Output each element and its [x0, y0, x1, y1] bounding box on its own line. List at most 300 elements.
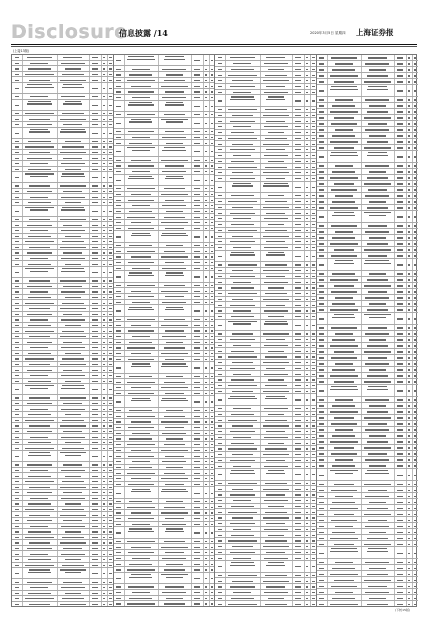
table-cell-text — [368, 225, 387, 226]
table-cell-text — [266, 149, 285, 150]
table-cell-text — [15, 464, 19, 465]
table-cell-text — [194, 444, 200, 445]
table-cell-text — [306, 339, 308, 340]
table-cell-text — [211, 569, 213, 570]
table-cell-text — [128, 393, 154, 394]
table-cell-text — [30, 291, 48, 292]
table-cell-text — [312, 483, 314, 484]
table-cell-text — [103, 146, 105, 147]
table-cell-text — [61, 470, 85, 471]
table-cell-text — [30, 209, 48, 210]
table-cell-text — [264, 247, 288, 248]
table-cell-text — [218, 287, 222, 288]
table-cell-text — [92, 297, 98, 298]
table-cell-text — [414, 417, 416, 418]
table-cell-text — [194, 336, 200, 337]
table-cell-text — [306, 187, 308, 188]
table-cell-text — [218, 305, 222, 306]
table-cell-text — [218, 362, 222, 363]
table-cell-text — [218, 506, 222, 507]
table-cell-text — [319, 147, 323, 148]
table-cell-text — [408, 69, 410, 70]
table-cell-text — [194, 319, 200, 320]
table-cell-text — [129, 410, 152, 411]
table-row — [215, 601, 316, 606]
table-cell-text — [218, 276, 222, 277]
table-cell-text — [266, 99, 285, 100]
table-cell-text — [15, 258, 19, 259]
table-cell-text — [397, 544, 403, 545]
table-cell-text — [28, 476, 51, 477]
table-cell-text — [306, 57, 308, 58]
table-cell-text — [109, 314, 111, 315]
table-cell-text — [164, 541, 186, 542]
table-cell-text — [92, 280, 98, 281]
table-cell-text — [408, 135, 410, 136]
table-cell-text — [109, 133, 111, 134]
table-cell-text — [365, 562, 389, 563]
table-cell-text — [230, 254, 256, 255]
table-cell-text — [116, 256, 120, 257]
table-cell-text — [312, 109, 314, 110]
table-cell-text — [397, 243, 403, 244]
table-cell-text — [408, 465, 410, 466]
table-cell-text — [128, 359, 154, 360]
table-cell-text — [129, 307, 152, 308]
table-cell-text — [312, 270, 314, 271]
table-cell-text — [28, 531, 51, 532]
table-cell-text — [109, 542, 111, 543]
table-cell-text — [218, 339, 222, 340]
table-cell-text — [205, 547, 207, 548]
table-cell-text — [368, 357, 387, 358]
table-cell-text — [414, 357, 416, 358]
table-cell-text — [60, 604, 87, 605]
table-cell-text — [166, 211, 183, 212]
table-cell-text — [92, 336, 98, 337]
table-cell-text — [129, 102, 152, 103]
table-cell-text — [332, 405, 355, 406]
table-cell-text — [25, 241, 53, 242]
table-cell-text — [397, 183, 403, 184]
table-cell-text — [194, 450, 200, 451]
table-cell-text — [116, 131, 120, 132]
table-cell-text — [25, 303, 53, 304]
table-cell-text — [334, 263, 354, 264]
table-cell-text — [414, 264, 416, 265]
table-cell-text — [103, 308, 105, 309]
table-cell-text — [109, 197, 111, 198]
table-cell-text — [306, 316, 308, 317]
table-cell-text — [92, 286, 98, 287]
table-cell-text — [397, 279, 403, 280]
table-cell-text — [218, 161, 222, 162]
table-cell-text — [103, 531, 105, 532]
table-cell-text — [92, 63, 98, 64]
table-cell-text — [128, 552, 154, 553]
table-cell-text — [312, 167, 314, 168]
table-cell-text — [28, 381, 51, 382]
table-cell-text — [109, 319, 111, 320]
table-cell-text — [92, 141, 98, 142]
table-cell-text — [205, 276, 207, 277]
table-cell-text — [62, 173, 84, 174]
table-cell-text — [306, 356, 308, 357]
table-cell-text — [161, 235, 188, 236]
table-cell-text — [60, 80, 87, 81]
table-cell-text — [414, 303, 416, 304]
table-cell-text — [131, 235, 151, 236]
table-cell-text — [306, 552, 308, 553]
table-cell-text — [211, 512, 213, 513]
table-cell-text — [319, 285, 323, 286]
table-cell-text — [312, 149, 314, 150]
table-cell-text — [295, 586, 301, 587]
table-cell-text — [211, 547, 213, 548]
table-cell-text — [295, 144, 301, 145]
table-cell-text — [312, 592, 314, 593]
table-column — [317, 55, 419, 606]
table-cell-text — [306, 362, 308, 363]
table-cell-text — [331, 291, 357, 292]
table-cell-text — [15, 80, 19, 81]
table-cell-text — [15, 272, 19, 273]
table-cell-text — [205, 461, 207, 462]
table-cell-text — [63, 464, 82, 465]
table-cell-text — [335, 473, 353, 474]
table-cell-text — [116, 547, 120, 548]
table-cell-text — [319, 141, 323, 142]
table-cell-text — [312, 558, 314, 559]
table-cell-text — [161, 400, 188, 401]
table-cell-text — [397, 490, 403, 491]
table-cell-text — [319, 423, 323, 424]
table-cell-text — [414, 69, 416, 70]
table-cell-text — [116, 160, 120, 161]
table-cell-text — [61, 258, 85, 259]
table-cell-text — [397, 195, 403, 196]
table-cell-text — [414, 339, 416, 340]
table-cell-text — [414, 532, 416, 533]
table-cell-text — [205, 180, 207, 181]
table-cell-text — [127, 541, 155, 542]
table-cell-text — [162, 592, 186, 593]
table-cell-text — [408, 264, 410, 265]
table-cell-text — [295, 305, 301, 306]
table-cell-text — [194, 69, 200, 70]
newspaper-name: 上海证券报 — [356, 28, 394, 37]
table-cell-text — [295, 598, 301, 599]
table-cell-text — [92, 476, 98, 477]
table-cell-text — [205, 188, 207, 189]
table-cell-text — [205, 427, 207, 428]
table-cell-text — [265, 512, 287, 513]
table-cell-text — [205, 578, 207, 579]
table-cell-text — [109, 124, 111, 125]
table-cell-text — [109, 336, 111, 337]
table-cell-text — [103, 542, 105, 543]
table-cell-text — [295, 207, 301, 208]
table-cell-text — [103, 526, 105, 527]
table-cell-text — [306, 282, 308, 283]
table-cell-text — [232, 581, 252, 582]
table-cell-text — [218, 420, 222, 421]
table-cell-text — [367, 279, 389, 280]
table-row — [215, 251, 316, 263]
table-cell-text — [408, 117, 410, 118]
table-cell-text — [205, 382, 207, 383]
table-cell-text — [263, 115, 290, 116]
fund-disclosure-table — [11, 54, 417, 607]
table-cell-text — [15, 470, 19, 471]
table-cell-text — [397, 502, 403, 503]
table-cell-text — [295, 368, 301, 369]
table-cell-text — [268, 379, 285, 380]
table-cell-text — [61, 587, 85, 588]
table-cell-text — [25, 448, 53, 449]
table-cell-text — [211, 541, 213, 542]
table-cell-text — [162, 461, 186, 462]
table-cell-text — [312, 604, 314, 605]
table-cell-text — [408, 429, 410, 430]
table-cell-text — [205, 69, 207, 70]
table-cell-text — [103, 264, 105, 265]
table-cell-text — [194, 359, 200, 360]
table-cell-text — [103, 314, 105, 315]
table-cell-text — [116, 137, 120, 138]
table-cell-text — [332, 568, 355, 569]
table-cell-text — [205, 262, 207, 263]
table-cell-text — [408, 604, 410, 605]
table-cell-text — [414, 225, 416, 226]
table-cell-text — [408, 111, 410, 112]
table-cell-text — [397, 399, 403, 400]
table-cell-text — [109, 236, 111, 237]
table-cell-text — [319, 580, 323, 581]
table-cell-text — [312, 282, 314, 283]
table-cell-text — [306, 178, 308, 179]
table-cell-text — [263, 454, 290, 455]
table-cell-text — [194, 547, 200, 548]
table-cell-text — [319, 99, 323, 100]
table-cell-text — [312, 236, 314, 237]
table-cell-text — [397, 171, 403, 172]
table-cell-text — [306, 115, 308, 116]
table-cell-text — [367, 89, 389, 90]
table-cell-text — [365, 231, 389, 232]
table-cell-text — [194, 347, 200, 348]
table-row — [12, 172, 113, 183]
table-cell-text — [194, 433, 200, 434]
table-cell-text — [211, 524, 213, 525]
table-cell-text — [295, 218, 301, 219]
table-cell-text — [128, 56, 154, 57]
table-cell-text — [63, 403, 82, 404]
table-cell-text — [205, 236, 207, 237]
table-cell-text — [92, 531, 98, 532]
table-cell-text — [116, 165, 120, 166]
table-cell-text — [92, 448, 98, 449]
table-cell-text — [127, 416, 155, 417]
table-cell-text — [92, 331, 98, 332]
table-cell-text — [205, 393, 207, 394]
table-cell-text — [312, 224, 314, 225]
table-cell-text — [218, 167, 222, 168]
table-cell-text — [233, 282, 251, 283]
table-row — [215, 469, 316, 481]
table-row — [12, 128, 113, 139]
table-cell-text — [211, 205, 213, 206]
table-cell-text — [319, 63, 323, 64]
table-cell-text — [408, 580, 410, 581]
table-cell-text — [109, 219, 111, 220]
table-cell-text — [109, 593, 111, 594]
table-cell-text — [368, 423, 387, 424]
table-cell-text — [408, 237, 410, 238]
table-cell-text — [129, 528, 152, 529]
table-cell-text — [312, 310, 314, 311]
table-cell-text — [331, 423, 357, 424]
table-cell-text — [166, 528, 183, 529]
table-cell-text — [205, 114, 207, 115]
table-cell-text — [232, 80, 252, 81]
table-cell-text — [109, 358, 111, 359]
table-cell-text — [368, 490, 387, 491]
table-cell-text — [205, 569, 207, 570]
table-cell-text — [232, 144, 252, 145]
table-cell-text — [230, 241, 256, 242]
table-cell-text — [331, 255, 357, 256]
table-cell-text — [397, 562, 403, 563]
table-cell-text — [367, 604, 389, 605]
table-cell-text — [231, 132, 254, 133]
table-cell-text — [408, 318, 410, 319]
table-cell-text — [306, 517, 308, 518]
table-cell-text — [230, 460, 256, 461]
table-row — [317, 601, 419, 606]
table-cell-text — [319, 177, 323, 178]
table-cell-text — [232, 172, 252, 173]
table-cell-text — [367, 309, 389, 310]
table-cell-text — [319, 117, 323, 118]
table-cell-text — [331, 520, 357, 521]
table-cell-text — [319, 357, 323, 358]
table-cell-text — [368, 386, 387, 387]
table-cell-text — [109, 342, 111, 343]
table-cell-text — [268, 506, 285, 507]
table-cell-text — [127, 347, 155, 348]
table-cell-text — [331, 548, 357, 549]
table-cell-text — [128, 427, 154, 428]
table-cell-text — [27, 520, 53, 521]
table-cell-text — [367, 389, 389, 390]
table-cell-text — [330, 243, 358, 244]
table-cell-text — [319, 57, 323, 58]
table-cell-text — [397, 207, 403, 208]
table-cell-text — [30, 319, 48, 320]
table-cell-text — [233, 437, 251, 438]
table-cell-text — [414, 189, 416, 190]
table-cell-text — [166, 410, 183, 411]
table-row — [12, 83, 113, 94]
table-cell-text — [331, 453, 357, 454]
table-cell-text — [164, 285, 186, 286]
table-cell-text — [166, 74, 183, 75]
table-cell-text — [397, 604, 403, 605]
table-cell-text — [103, 448, 105, 449]
table-cell-text — [295, 115, 301, 116]
table-cell-text — [65, 264, 82, 265]
table-cell-text — [218, 529, 222, 530]
table-cell-text — [205, 222, 207, 223]
table-cell-text — [131, 325, 151, 326]
table-cell-text — [205, 501, 207, 502]
table-cell-text — [369, 568, 386, 569]
table-cell-text — [364, 417, 391, 418]
table-cell-text — [218, 408, 222, 409]
table-cell-text — [408, 327, 410, 328]
table-cell-text — [414, 484, 416, 485]
table-cell-text — [127, 251, 155, 252]
table-cell-text — [265, 138, 287, 139]
table-cell-text — [205, 586, 207, 587]
table-cell-text — [103, 420, 105, 421]
table-cell-text — [194, 330, 200, 331]
table-cell-text — [211, 262, 213, 263]
table-row — [12, 568, 113, 579]
table-cell-text — [306, 512, 308, 513]
table-cell-text — [61, 96, 85, 97]
table-cell-text — [312, 598, 314, 599]
table-cell-text — [92, 163, 98, 164]
table-cell-text — [15, 542, 19, 543]
table-cell-text — [218, 293, 222, 294]
table-cell-text — [312, 345, 314, 346]
table-cell-text — [116, 262, 120, 263]
table-cell-text — [60, 185, 87, 186]
table-cell-text — [312, 535, 314, 536]
table-cell-text — [332, 465, 355, 466]
table-cell-text — [127, 382, 155, 383]
table-cell-text — [312, 305, 314, 306]
table-cell-text — [92, 197, 98, 198]
table-cell-text — [295, 161, 301, 162]
table-cell-text — [312, 408, 314, 409]
table-cell-text — [295, 391, 301, 392]
table-cell-text — [218, 500, 222, 501]
table-cell-text — [319, 216, 323, 217]
table-cell-text — [367, 155, 389, 156]
table-cell-text — [211, 603, 213, 604]
table-cell-text — [205, 228, 207, 229]
table-cell-text — [109, 113, 111, 114]
table-cell-text — [65, 325, 82, 326]
table-cell-text — [194, 416, 200, 417]
table-cell-text — [205, 325, 207, 326]
table-cell-text — [65, 236, 82, 237]
table-cell-text — [109, 169, 111, 170]
table-cell-text — [312, 126, 314, 127]
table-cell-text — [127, 603, 155, 604]
table-cell-text — [29, 397, 49, 398]
table-cell-text — [295, 408, 301, 409]
table-cell-text — [29, 515, 49, 516]
table-cell-text — [162, 558, 186, 559]
table-cell-text — [218, 391, 222, 392]
table-cell-text — [397, 345, 403, 346]
table-cell-text — [103, 442, 105, 443]
table-cell-text — [62, 113, 84, 114]
